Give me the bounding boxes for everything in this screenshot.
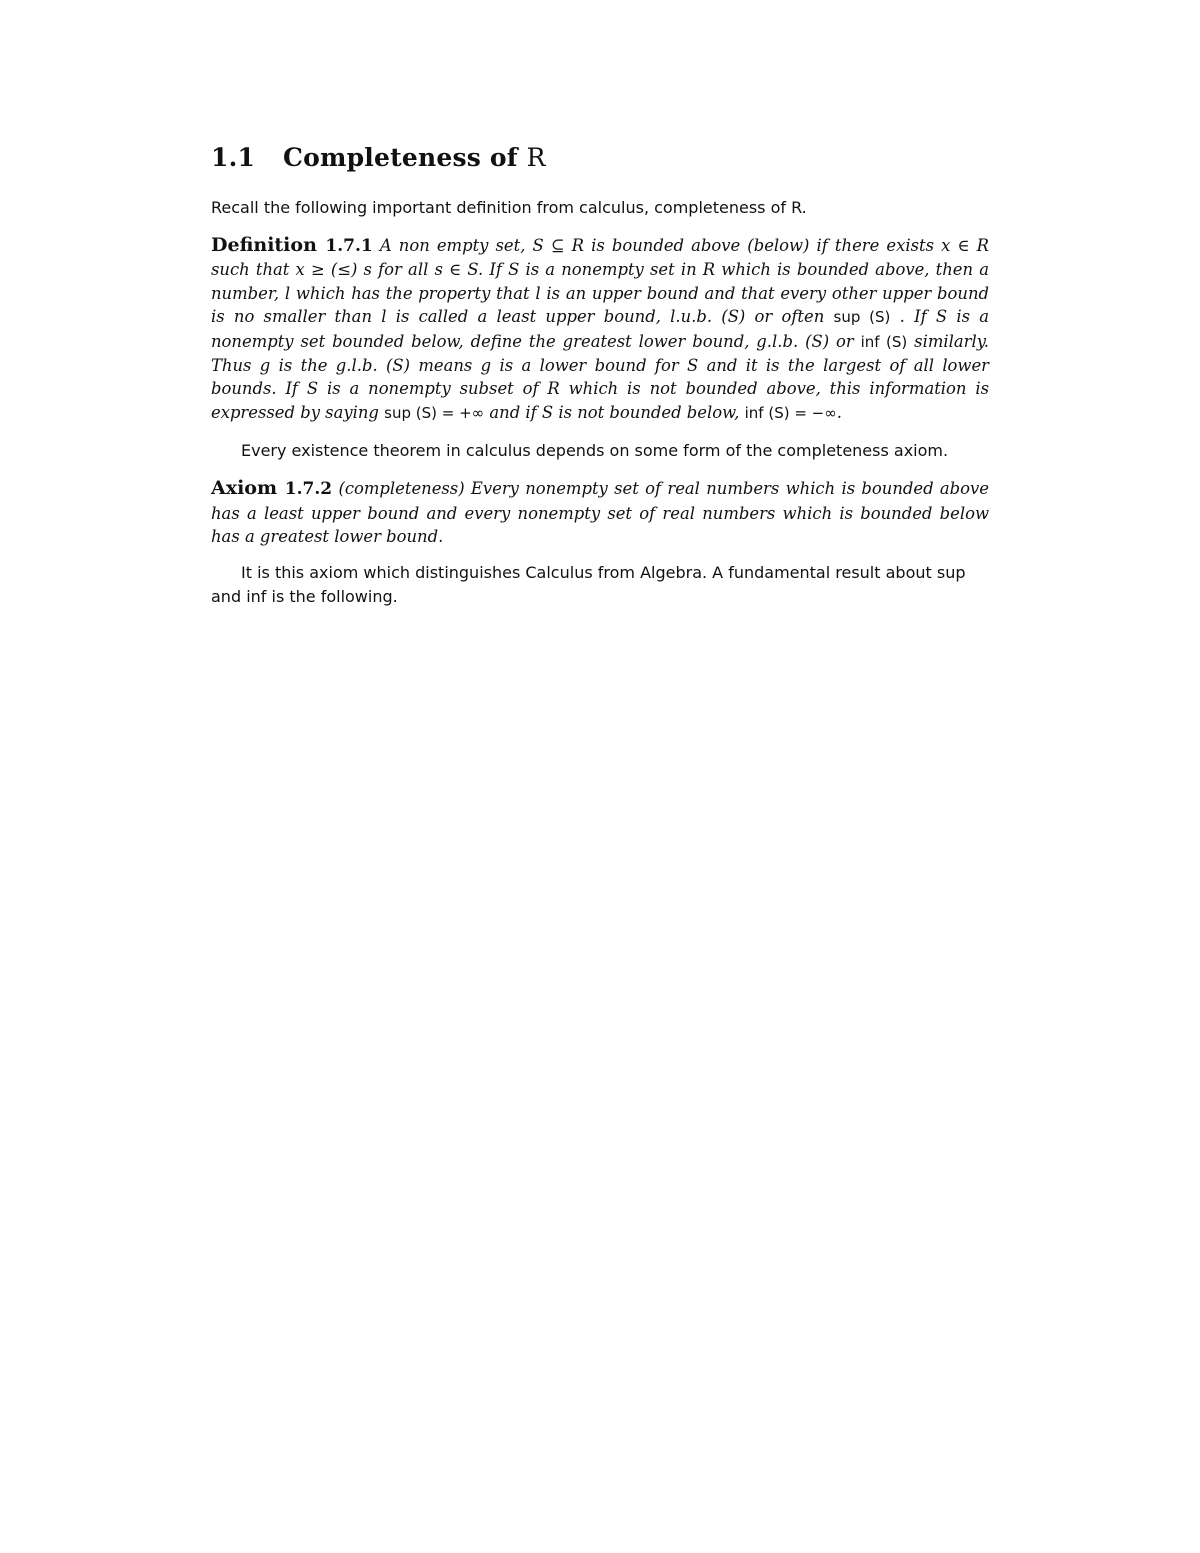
definition-inf-infinity: inf (S) = −∞: [744, 403, 837, 422]
definition-text-2: . If S is a nonempty set bounded below, define the greatest lower bound, g.l.b. (S) or: [211, 307, 990, 351]
closing-paragraph: It is this axiom which distinguishes Calculus from Algebra. A fundamental result about sup and inf is the following.: [211, 563, 966, 607]
intro-paragraph: Recall the following important definition from calculus, completeness of R.: [211, 198, 807, 217]
definition-block: [211, 234, 989, 425]
axiom-label: Axiom 1.7.2: [211, 477, 333, 500]
definition-text-1: A non empty set, S ⊆ R is bounded above (below) if there exists x ∈ R such that x ≥ (≤) s for all s ∈ S. If S is a nonempty set in R which is bounded above, then a number, l which has the property that l is an upper bound and that every other upper bound is no smaller than l is called a least upper bound, l.u.b. (S) or often: [211, 236, 989, 327]
definition-sup: sup (S): [833, 308, 891, 327]
document-page: [211, 140, 989, 609]
axiom-block: [211, 477, 989, 549]
section-symbol: R: [526, 143, 546, 172]
definition-label: Definition 1.7.1: [211, 234, 373, 256]
definition-inf: inf (S): [860, 332, 908, 351]
existence-paragraph: Every existence theorem in calculus depends on some form of the completeness axiom.: [241, 441, 949, 461]
definition-text-3: similarly. Thus g is the g.l.b. (S) means g is a lower bound for S and it is the largest of all lower bounds. If S is a nonempty subset of R which is not bounded above, this information is expressed by saying: [211, 331, 989, 422]
section-heading: [211, 140, 989, 176]
definition-text-5: .: [836, 402, 842, 422]
definition-text-4: and if S is not bounded below,: [489, 402, 740, 422]
definition-sup-infinity: sup (S) = +∞: [384, 403, 485, 422]
section-title: Completeness of: [283, 143, 518, 172]
axiom-text: (completeness) Every nonempty set of real numbers which is bounded above has a least upper bound and every nonempty set of real numbers which is bounded below has a greatest lower bound.: [211, 479, 989, 547]
section-number: 1.1: [211, 143, 256, 172]
